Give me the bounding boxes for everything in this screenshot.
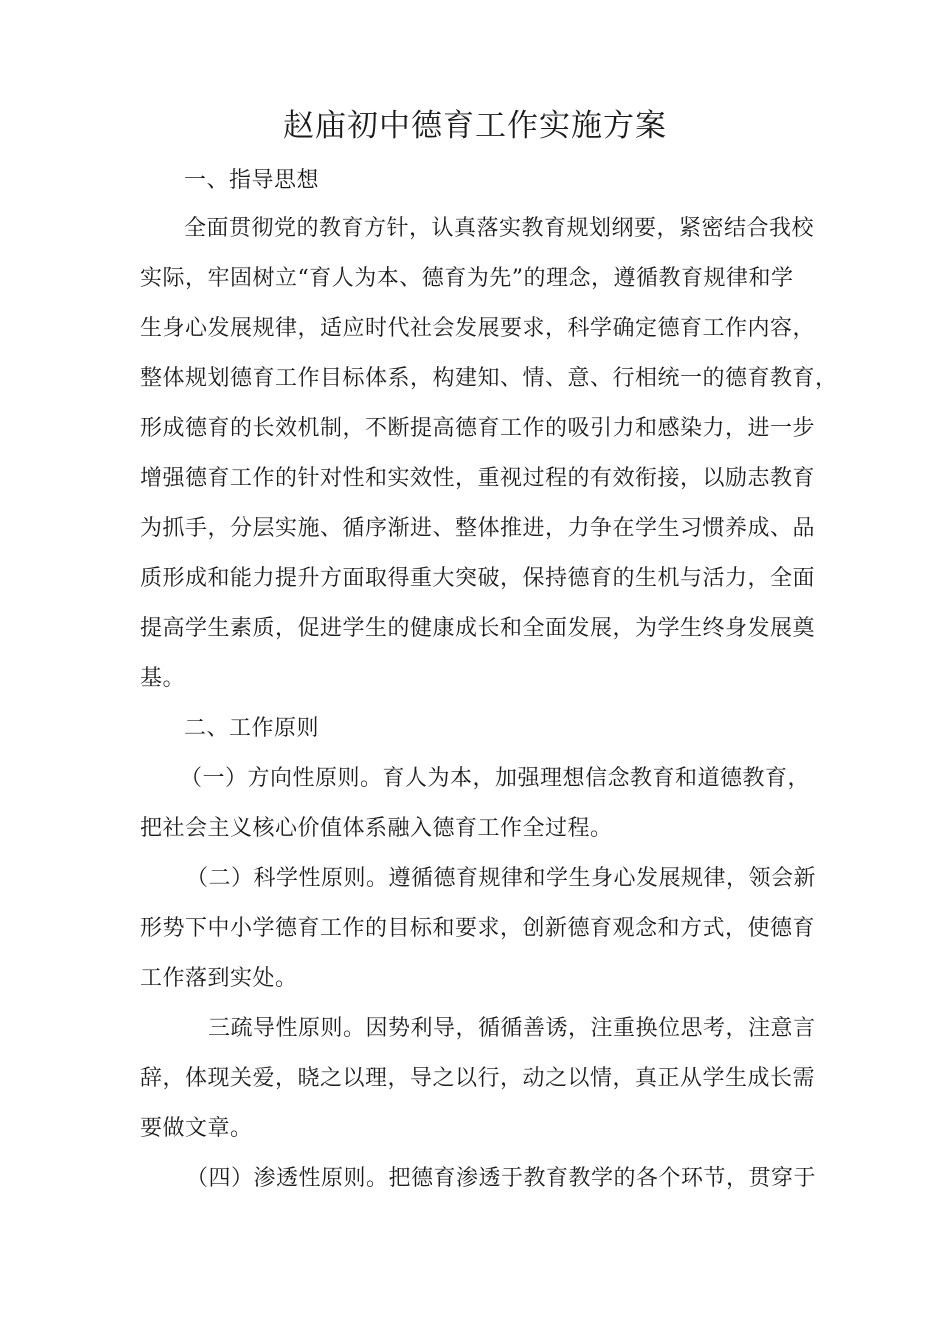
paragraph-line: 形成德育的长效机制，不断提高德育工作的吸引力和感染力，进一步	[140, 416, 816, 441]
paragraph-line: 生身心发展规律，适应时代社会发展要求，科学确定德育工作内容，	[140, 316, 816, 341]
paragraph-line: 为抓手，分层实施、循序渐进、整体推进，力争在学生习惯养成、品	[140, 516, 816, 541]
paragraph-line: 实际，牢固树立“育人为本、德育为先”的理念，遵循教育规律和学	[140, 266, 794, 291]
paragraph-line: （二）科学性原则。遵循德育规律和学生身心发展规律，领会新	[186, 866, 817, 891]
paragraph-line: 把社会主义核心价值体系融入德育工作全过程。	[140, 816, 613, 841]
paragraph-line: 辞，体现关爱，晓之以理，导之以行，动之以情，真正从学生成长需	[140, 1066, 816, 1091]
paragraph-line: 要做文章。	[140, 1116, 253, 1141]
paragraph-line: （四）渗透性原则。把德育渗透于教育教学的各个环节，贯穿于	[186, 1166, 817, 1191]
paragraph-line: 形势下中小学德育工作的目标和要求，创新德育观念和方式，使德育	[140, 916, 816, 941]
paragraph-line: 三疏导性原则。因势利导，循循善诱，注重换位思考，注意言	[208, 1016, 816, 1041]
paragraph-line: 整体规划德育工作目标体系，构建知、情、意、行相统一的德育教育，	[140, 366, 838, 391]
section-heading: 一、指导思想	[184, 168, 320, 193]
paragraph-line: 质形成和能力提升方面取得重大突破，保持德育的生机与活力，全面	[140, 566, 816, 591]
document-title: 赵庙初中德育工作实施方案	[283, 108, 667, 144]
paragraph-line: 基。	[140, 666, 186, 691]
paragraph-line: 工作落到实处。	[140, 966, 298, 991]
paragraph-line: （一）方向性原则。育人为本，加强理想信念教育和道德教育，	[180, 766, 811, 791]
paragraph-line: 增强德育工作的针对性和实效性，重视过程的有效衔接，以励志教育	[140, 466, 816, 491]
paragraph-line: 提高学生素质，促进学生的健康成长和全面发展，为学生终身发展奠	[140, 616, 816, 641]
paragraph-line: 全面贯彻党的教育方针，认真落实教育规划纲要，紧密结合我校	[184, 216, 815, 241]
section-heading: 二、工作原则	[184, 716, 320, 741]
